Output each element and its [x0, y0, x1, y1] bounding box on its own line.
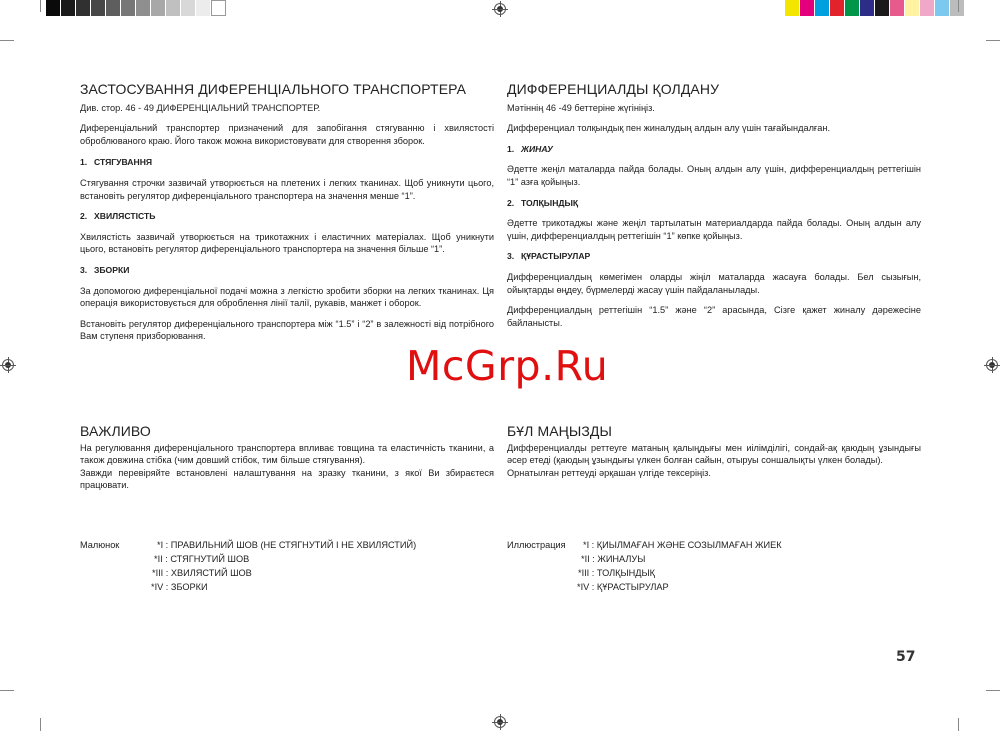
color-swatch: [860, 0, 875, 16]
important-title: БҰЛ МАҢЫЗДЫ: [507, 423, 612, 439]
important-text-2: Орнатылған реттеуді әрқашан үлгіде тексеріңіз.: [507, 467, 711, 478]
figure-legend-item: *I : ҚИЫЛМАҒАН ЖӘНЕ СОЗЫЛМАҒАН ЖИЕК: [583, 540, 782, 550]
figure-label: Иллюстрация: [507, 540, 566, 550]
important-text: Дифференциалды реттеуге матаның қалыңдығы мен иілімділігі, сондай-ақ қаюдың ұзындығы әсер етеді (қаюдың ұзындығы үлкен болған сайын, отыруы соншалықты үлкен болады).: [507, 442, 921, 466]
gray-swatch: [211, 0, 226, 16]
page-reference: Див. стор. 46 - 49 ДИФЕРЕНЦІАЛЬНИЙ ТРАНСПОРТЕР.: [80, 102, 321, 113]
crop-mark: [986, 40, 1000, 41]
color-swatch: [785, 0, 800, 16]
figure-label: Малюнок: [80, 540, 120, 550]
color-swatch: [905, 0, 920, 16]
registration-mark: [2, 359, 14, 371]
subheading-3: 3. ҚҰРАСТЫРУЛАР: [507, 251, 591, 262]
gray-swatch: [166, 0, 181, 16]
paragraph-3: За допомогою диференціальної подачі можна з легкістю зробити зборки на легких тканинах. Ця операція використовується для оброблення лінії талії, рукавів, манжет і оборок.: [80, 285, 494, 309]
color-swatch: [935, 0, 950, 16]
intro-paragraph: Диференціальний транспортер призначений для запобігання стягуванню і хвилястості оброблюваного краю. Його також можна використовувати для створення зборок.: [80, 123, 494, 146]
important-text-2: Завжди перевіряйте встановлені налаштування на зразку тканини, з якої Ви збираєтеся працювати.: [80, 467, 494, 491]
crop-mark: [0, 40, 14, 41]
gray-swatch: [46, 0, 61, 16]
figure-legend-item: *I : ПРАВИЛЬНИЙ ШОВ (НЕ СТЯГНУТИЙ І НЕ ХВИЛЯСТИЙ): [157, 540, 417, 550]
gray-swatch: [76, 0, 91, 16]
gray-swatch: [61, 0, 76, 16]
gray-swatch: [181, 0, 196, 16]
paragraph-3b: Встановіть регулятор диференціального транспортера між “1.5” і “2” в залежності від потрібного Вам ступеня призборювання.: [80, 318, 494, 342]
subheading-3: 3. ЗБОРКИ: [80, 264, 130, 275]
color-swatch: [845, 0, 860, 16]
registration-mark: [986, 359, 998, 371]
color-swatch: [830, 0, 845, 16]
paragraph-3b: Дифференциалдың реттегішін “1.5” және “2” арасында, Сізге қажет жиналу дәрежесіне байланысты.: [507, 305, 921, 328]
subheading-1: 1. ЖИНАУ: [507, 143, 553, 154]
gray-swatch: [136, 0, 151, 16]
ukrainian-section: [80, 83, 494, 343]
paragraph-2: Хвилястість зазвичай утворюється на трикотажних і еластичних матеріалах. Щоб уникнути цього, встановіть регулятор диференціального транспортера на значення більше “1”.: [80, 231, 494, 255]
gray-swatch: [91, 0, 106, 16]
figure-legend-item: *IV : ЗБОРКИ: [151, 582, 208, 592]
gray-swatch: [106, 0, 121, 16]
crop-mark: [958, 718, 959, 731]
important-title: ВАЖЛИВО: [80, 423, 151, 439]
watermark-logo: McGrp.Ru: [406, 342, 609, 390]
section-title: ДИФФЕРЕНЦИАЛДЫ ҚОЛДАНУ: [507, 81, 720, 97]
paragraph-1: Әдетте жеңіл маталарда пайда болады. Оның алдын алу үшін, дифференциалдың реттегішін “1” азға қойыңыз.: [507, 164, 921, 187]
kazakh-section: [507, 83, 921, 329]
color-swatch: [890, 0, 905, 16]
color-swatch: [920, 0, 935, 16]
paragraph-2: Әдетте трикотаджы және жеңіл тартылатын материалдарда пайда болады. Оның алдын алу үшін, дифференциалдың реттегішін “1” көпке қойыңыз.: [507, 218, 921, 241]
page-reference: Мәтіннің 46 -49 беттеріне жүгініңіз.: [507, 102, 655, 113]
paragraph-1: Стягування строчки зазвичай утворюється на плетених і легких тканинах. Щоб уникнути цього, встановіть регулятор диференціального транспортера на значення менше “1”.: [80, 177, 494, 201]
ukrainian-important: [80, 425, 494, 492]
section-title: ЗАСТОСУВАННЯ ДИФЕРЕНЦІАЛЬНОГО ТРАНСПОРТЕРА: [80, 81, 467, 97]
crop-mark: [958, 0, 959, 12]
color-swatch: [815, 0, 830, 16]
subheading-1: 1. СТЯГУВАННЯ: [80, 157, 153, 168]
color-calibration-bar: [785, 0, 965, 16]
registration-mark: [494, 3, 506, 15]
gray-swatch: [151, 0, 166, 16]
crop-mark: [40, 0, 41, 12]
crop-mark: [986, 690, 1000, 691]
page-number: 57: [896, 649, 916, 665]
paragraph-3: Дифференциалдың көмегімен оларды жіңіл маталарда жасауға болады. Бел сызығын, ойықтарды өңдеу, бүрмелерді жасау үшін пайдаланылады.: [507, 271, 921, 295]
figure-legend-item: *II : ЖИНАЛУЫ: [581, 554, 646, 564]
color-swatch: [875, 0, 890, 16]
kazakh-important: [507, 425, 921, 479]
figure-legend-item: *III : ТОЛҚЫНДЫҚ: [578, 568, 655, 578]
registration-mark: [494, 716, 506, 728]
figure-legend-item: *II : СТЯГНУТИЙ ШОВ: [154, 554, 250, 564]
intro-paragraph: Дифференциал толқындық пен жиналудың алдын алу үшін тағайындалған.: [507, 123, 831, 134]
gray-swatch: [121, 0, 136, 16]
figure-legend-item: *III : ХВИЛЯСТИЙ ШОВ: [152, 568, 252, 578]
figure-legend-item: *IV : ҚҰРАСТЫРУЛАР: [577, 582, 669, 592]
gray-swatch: [196, 0, 211, 16]
subheading-2: 2. ТОЛҚЫНДЫҚ: [507, 197, 579, 208]
crop-mark: [0, 690, 14, 691]
grayscale-calibration-bar: [46, 0, 226, 16]
subheading-2: 2. ХВИЛЯСТІСТЬ: [80, 211, 156, 222]
crop-mark: [40, 718, 41, 731]
important-text: На регулювання диференціального транспортера впливає товщина та еластичність тканини, а також довжина стібка (чим довший стібок, тим більше стягування).: [80, 442, 494, 466]
color-swatch: [800, 0, 815, 16]
